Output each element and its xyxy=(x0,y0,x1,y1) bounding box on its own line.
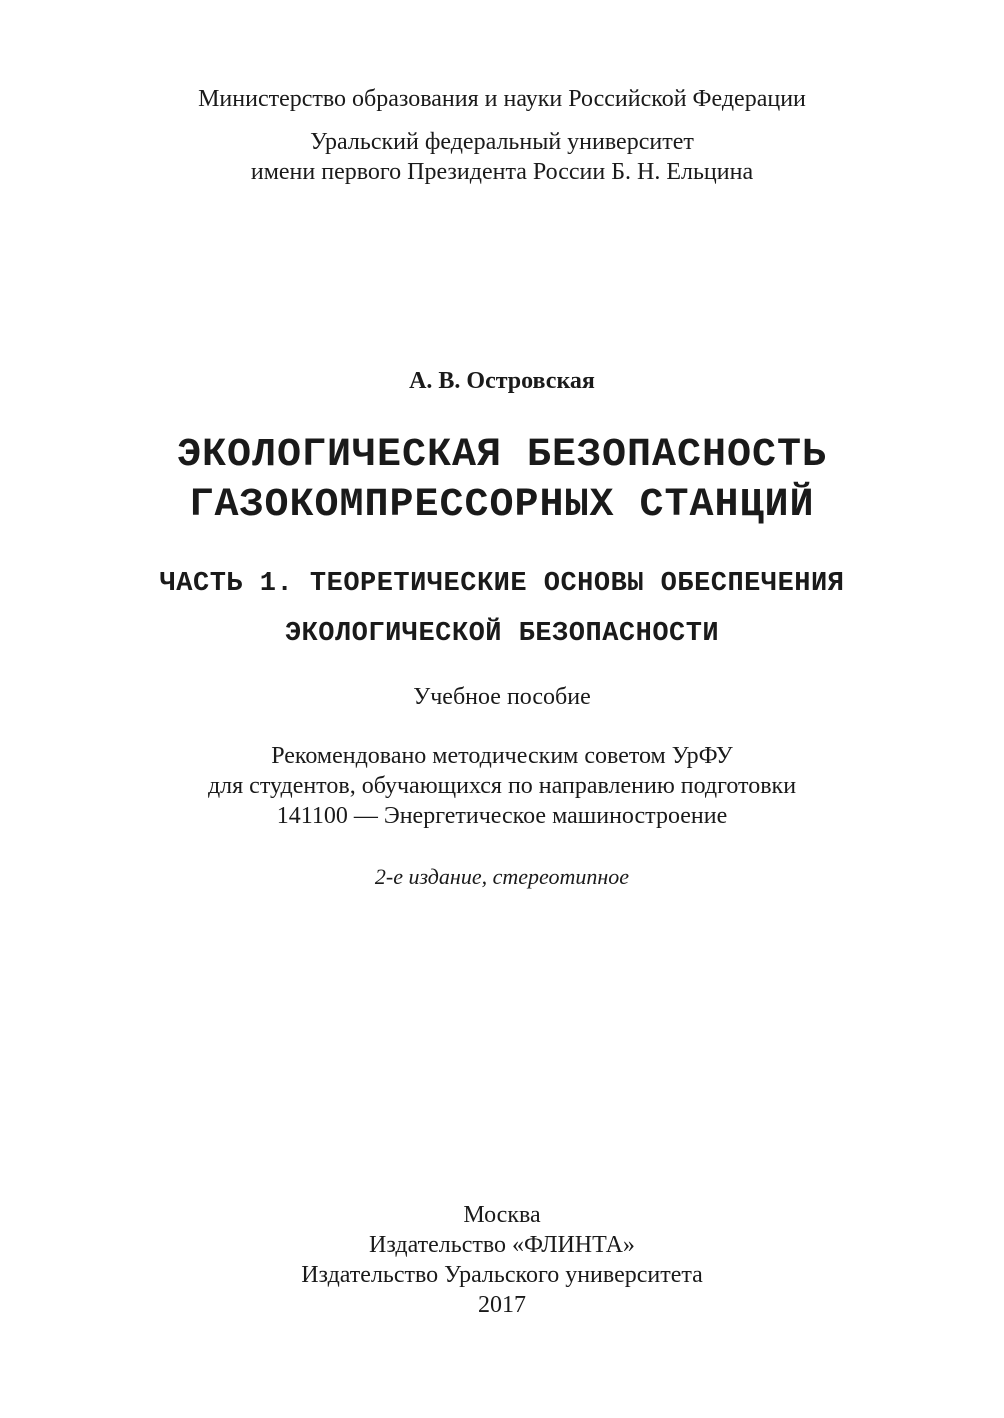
recommendation-line-3: 141100 — Энергетическое машиностроение xyxy=(276,803,728,829)
university-line-1: Уральский федеральный университет xyxy=(310,129,694,155)
recommendation-line-2: для студентов, обучающихся по направлению подготовки xyxy=(207,773,797,799)
ministry-line: Министерство образования и науки Российской Федерации xyxy=(198,86,806,112)
subtitle-line-1: ЧАСТЬ 1. ТЕОРЕТИЧЕСКИЕ ОСНОВЫ ОБЕСПЕЧЕНИЯ xyxy=(159,569,845,599)
title-line-1: ЭКОЛОГИЧЕСКАЯ БЕЗОПАСНОСТЬ xyxy=(176,433,828,478)
document-type: Учебное пособие xyxy=(413,684,591,710)
imprint-year: 2017 xyxy=(478,1292,526,1318)
imprint-publisher-2: Издательство Уральского университета xyxy=(301,1262,703,1288)
edition-note: 2-е издание, стереотипное xyxy=(374,864,630,889)
imprint-publisher-1: Издательство «ФЛИНТА» xyxy=(369,1232,635,1258)
university-line-2: имени первого Президента России Б. Н. Ельцина xyxy=(250,159,754,185)
author-name: А. В. Островская xyxy=(409,368,595,394)
imprint-city: Москва xyxy=(463,1202,541,1228)
recommendation-line-1: Рекомендовано методическим советом УрФУ xyxy=(271,743,733,769)
title-line-2: ГАЗОКОМПРЕССОРНЫХ СТАНЦИЙ xyxy=(189,483,815,528)
subtitle-line-2: ЭКОЛОГИЧЕСКОЙ БЕЗОПАСНОСТИ xyxy=(284,619,720,649)
